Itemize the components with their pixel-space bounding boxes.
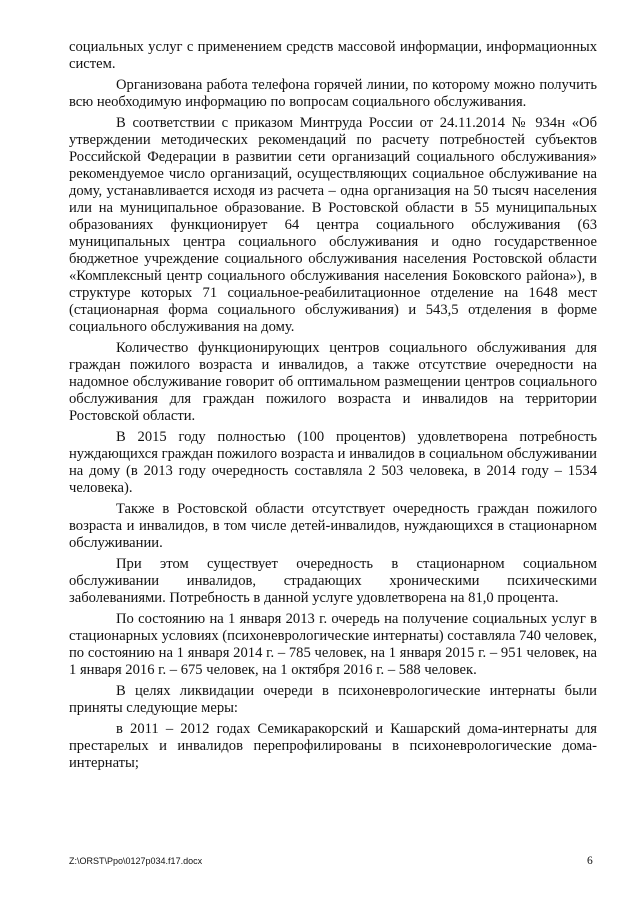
paragraph: Количество функционирующих центров социального обслуживания для граждан пожилого возраста и инвалидов, а также отсутствие очередности на надомное обслуживание говорит об оптимальном размещении центров социального обслуживания для граждан пожилого возраста и инвалидов на территории Ростовской области. (69, 340, 597, 424)
paragraph: По состоянию на 1 января 2013 г. очередь на получение социальных услуг в стационарных условиях (психоневрологические интернаты) составляла 740 человек, по состоянию на 1 января 2014 г. – 785 человек, на 1 января 2015 г. – 951 человек, на 1 января 2016 г. – 675 человек, на 1 октября 2016 г. – 588 человек. (69, 611, 597, 678)
document-body (69, 39, 597, 772)
paragraph: При этом существует очередность в стационарном социальном обслуживании инвалидов, страдающих хроническими психическими заболеваниями. Потребность в данной услуге удовлетворена на 81,0 процента. (69, 556, 597, 606)
paragraph: В целях ликвидации очереди в психоневрологические интернаты были приняты следующие меры: (69, 683, 597, 716)
page-number: 6 (587, 855, 593, 867)
paragraph: Также в Ростовской области отсутствует очередность граждан пожилого возраста и инвалидов, в том числе детей-инвалидов, нуждающихся в стационарном обслуживании. (69, 501, 597, 551)
paragraph: В соответствии с приказом Минтруда России от 24.11.2014 № 934н «Об утверждении методических рекомендаций по расчету потребностей субъектов Российской Федерации в развитии сети организаций социального обслуживания» рекомендуемое число организаций, осуществляющих социальное обслуживание на дому, устанавливается исходя из расчета – одна организация на 50 тысяч населения или на муниципальное образование. В Ростовской области в 55 муниципальных образованиях функционирует 64 центра социального обслуживания (63 муниципальных центра социального обслуживания и одно государственное бюджетное учреждение социального обслуживания населения Ростовской области «Комплексный центр социального обслуживания населения Боковского района»), в структуре которых 71 социальное-реабилитационное отделение на 1648 мест (стационарная форма социального обслуживания) и 543,5 отделения в форме социального обслуживания на дому. (69, 115, 597, 335)
paragraph: социальных услуг с применением средств массовой информации, информационных систем. (69, 39, 597, 72)
paragraph: в 2011 – 2012 годах Семикаракорский и Кашарский дома-интернаты для престарелых и инвалидов перепрофилированы в психоневрологические дома-интернаты; (69, 721, 597, 771)
paragraph: В 2015 году полностью (100 процентов) удовлетворена потребность нуждающихся граждан пожилого возраста и инвалидов в социальном обслуживании на дому (в 2013 году очередность составляла 2 503 человека, в 2014 году – 1534 человека). (69, 429, 597, 496)
footer-file-path: Z:\ORST\Ppo\0127p034.f17.docx (69, 856, 203, 866)
paragraph: Организована работа телефона горячей линии, по которому можно получить всю необходимую информацию по вопросам социального обслуживания. (69, 77, 597, 110)
